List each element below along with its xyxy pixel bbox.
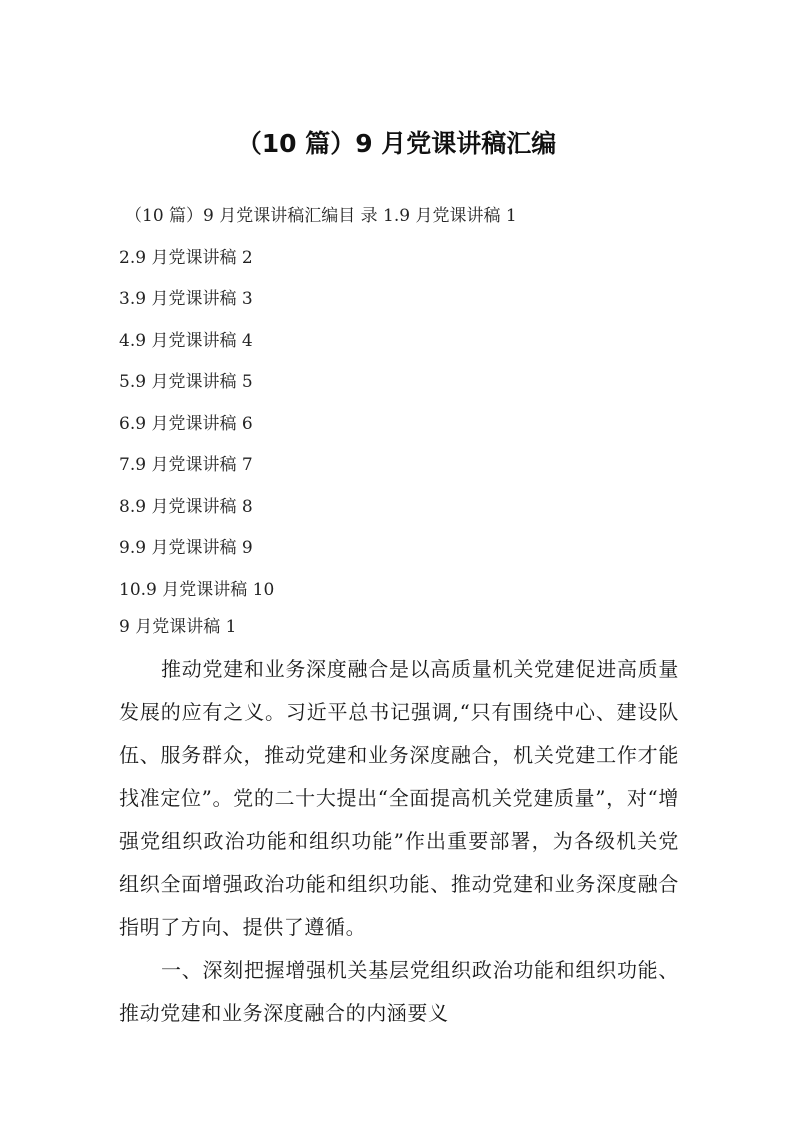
section-title: 9 月党课讲稿 1: [119, 617, 237, 637]
toc-item: 7.9 月党课讲稿 7: [119, 455, 253, 475]
document-title: （10 篇）9 月党课讲稿汇编: [236, 129, 557, 158]
toc-item: 2.9 月党课讲稿 2: [119, 247, 253, 268]
table-of-contents: [119, 196, 689, 611]
toc-item: 10.9 月党课讲稿 10: [119, 579, 275, 600]
toc-item: 5.9 月党课讲稿 5: [119, 372, 253, 392]
toc-item: （10 篇）9 月党课讲稿汇编目 录 1.9 月党课讲稿 1: [125, 206, 517, 226]
body-paragraph: 推动党建和业务深度融合是以高质量机关党建促进高质量发展的应有之义。习近平总书记强调,“只有围绕中心、建设队伍、服务群众，推动党建和业务深度融合，机关党建工作才能找准定位”。党的二十大提出“全面提高机关党建质量”，对“增强党组织政治功能和组织功能”作出重要部署，为各级机关党组织全面增强政治功能和组织功能、推动党建和业务深度融合指明了方向、提供了遵循。: [119, 657, 679, 939]
toc-item: 6.9 月党课讲稿 6: [119, 413, 253, 434]
toc-item: 3.9 月党课讲稿 3: [119, 289, 253, 309]
document-body: [119, 648, 679, 1035]
toc-item: 8.9 月党课讲稿 8: [119, 496, 253, 517]
section-heading: 一、深刻把握增强机关基层党组织政治功能和组织功能、推动党建和业务深度融合的内涵要义: [119, 958, 679, 1025]
toc-item: 4.9 月党课讲稿 4: [119, 330, 253, 351]
toc-item: 9.9 月党课讲稿 9: [119, 538, 253, 558]
